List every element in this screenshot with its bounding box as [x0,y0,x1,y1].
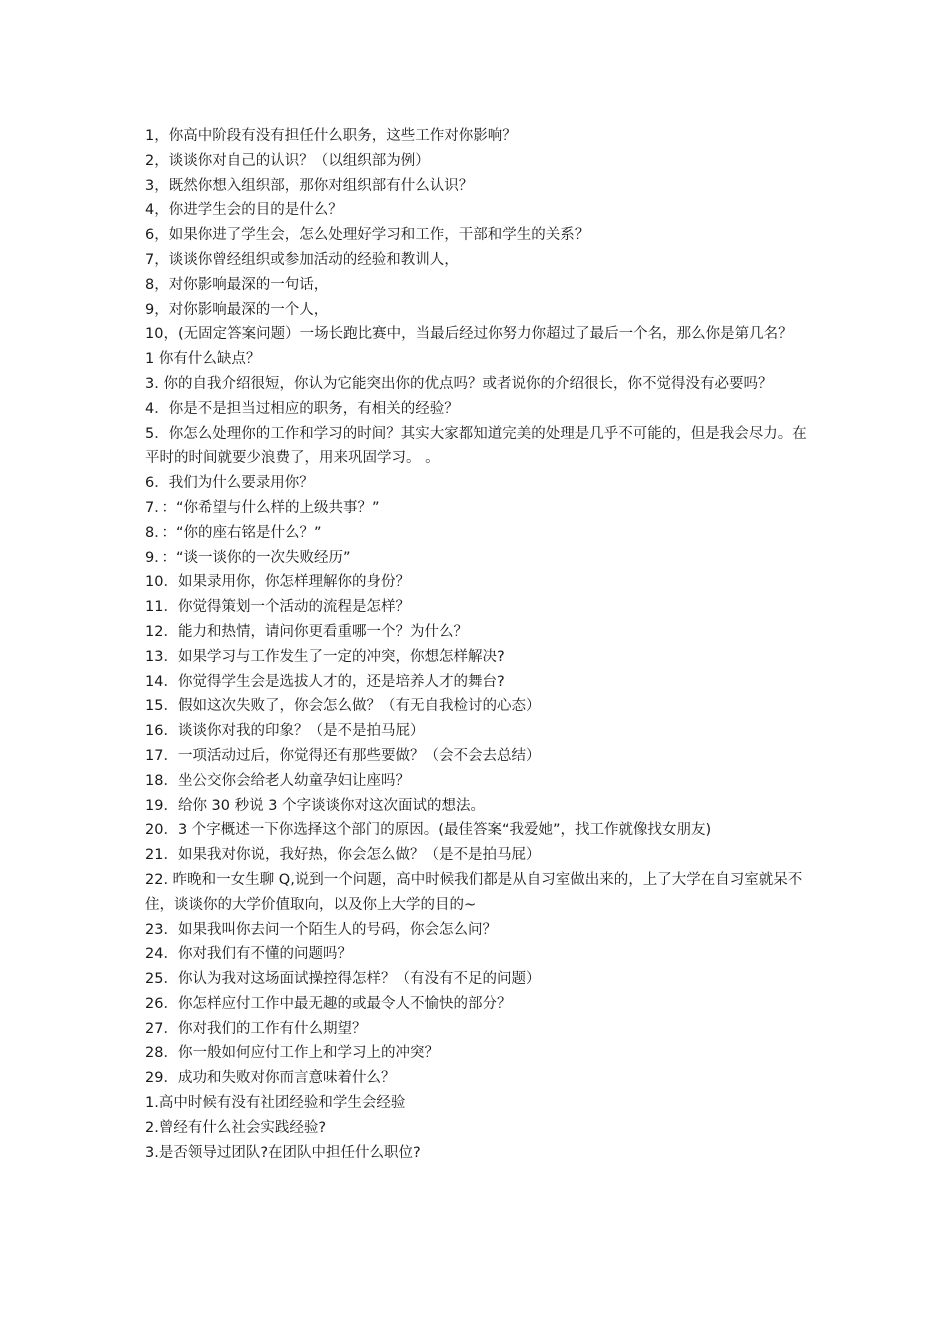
question-line: 2.曾经有什么社会实践经验? [145,1119,327,1136]
question-line: 22. 昨晚和一女生聊 Q,说到一个问题，高中时候我们都是从自习室做出来的，上了大学在自习室就呆不住，谈谈你的大学价值取向，以及你上大学的目的~ [145,871,803,913]
question-line: 21．如果我对你说，我好热，你会怎么做？（是不是拍马屁） [145,847,541,864]
question-line: 14．你觉得学生会是选拔人才的，还是培养人才的舞台? [145,673,505,690]
question-line: 13．如果学习与工作发生了一定的冲突，你想怎样解决? [145,648,505,665]
question-line: 7．：“你希望与什么样的上级共事？” [145,499,380,516]
question-line: 9，对你影响最深的一个人， [145,301,329,318]
question-line: 16．谈谈你对我的印象？（是不是拍马屁） [145,723,425,740]
question-line: 9．：“谈一谈你的一次失败经历” [145,549,351,566]
question-line: 24．你对我们有不懂的问题吗？ [145,946,352,963]
question-line: 28．你一般如何应付工作上和学习上的冲突？ [145,1045,439,1062]
question-list [145,124,813,1165]
question-line: 2，谈谈你对自己的认识？（以组织部为例） [145,152,430,169]
question-line: 3，既然你想入组织部，那你对组织部有什么认识？ [145,177,474,194]
question-line: 10，(无固定答案问题）一场长跑比赛中，当最后经过你努力你超过了最后一个名，那么你是第几名？ [145,326,793,343]
question-line: 18．坐公交你会给老人幼童孕妇让座吗？ [145,772,410,789]
question-line: 6．我们为什么要录用你？ [145,475,314,492]
question-line: 23．如果我叫你去问一个陌生人的号码，你会怎么问？ [145,921,497,938]
question-line: 29．成功和失败对你而言意味着什么？ [145,1070,396,1087]
question-line: 8．：“你的座右铭是什么？” [145,524,322,541]
question-line: 17．一项活动过后，你觉得还有那些要做？（会不会去总结） [145,747,541,764]
question-line: 7，谈谈你曾经组织或参加活动的经验和教训人， [145,251,459,268]
question-line: 1，你高中阶段有没有担任什么职务，这些工作对你影响？ [145,128,517,144]
question-line: 1.高中时候有没有社团经验和学生会经验 [145,1095,406,1112]
question-line: 1 你有什么缺点？ [145,351,261,368]
question-line: 5．你怎么处理你的工作和学习的时间？其实大家都知道完美的处理是几乎不可能的，但是我会尽力。在平时的时间就要少浪费了，用来巩固学习。 。 [145,425,807,467]
question-line: 26．你怎样应付工作中最无趣的或最令人不愉快的部分？ [145,995,512,1012]
question-line: 20．3 个字概述一下你选择这个部门的原因。(最佳答案“我爱她”，找工作就像找女朋友) [145,822,712,839]
question-line: 3. 你的自我介绍很短，你认为它能突出你的优点吗？或者说你的介绍很长，你不觉得没有必要吗？ [145,375,773,392]
question-line: 25．你认为我对这场面试操控得怎样？（有没有不足的问题） [145,971,541,988]
question-line: 27．你对我们的工作有什么期望？ [145,1020,367,1037]
question-line: 10．如果录用你，你怎样理解你的身份？ [145,574,410,591]
question-line: 19．给你 30 秒说 3 个字谈谈你对这次面试的想法。 [145,797,486,814]
question-line: 4，你进学生会的目的是什么？ [145,202,343,219]
question-line: 12．能力和热情，请问你更看重哪一个？为什么？ [145,623,468,640]
question-line: 6，如果你进了学生会，怎么处理好学习和工作，干部和学生的关系？ [145,227,590,244]
question-line: 11．你觉得策划一个活动的流程是怎样？ [145,599,410,616]
question-line: 4．你是不是担当过相应的职务，有相关的经验？ [145,400,459,417]
question-line: 3.是否领导过团队?在团队中担任什么职位? [145,1144,421,1161]
question-line: 15．假如这次失败了，你会怎么做？（有无自我检讨的心态） [145,698,541,715]
question-line: 8，对你影响最深的一句话， [145,276,329,293]
